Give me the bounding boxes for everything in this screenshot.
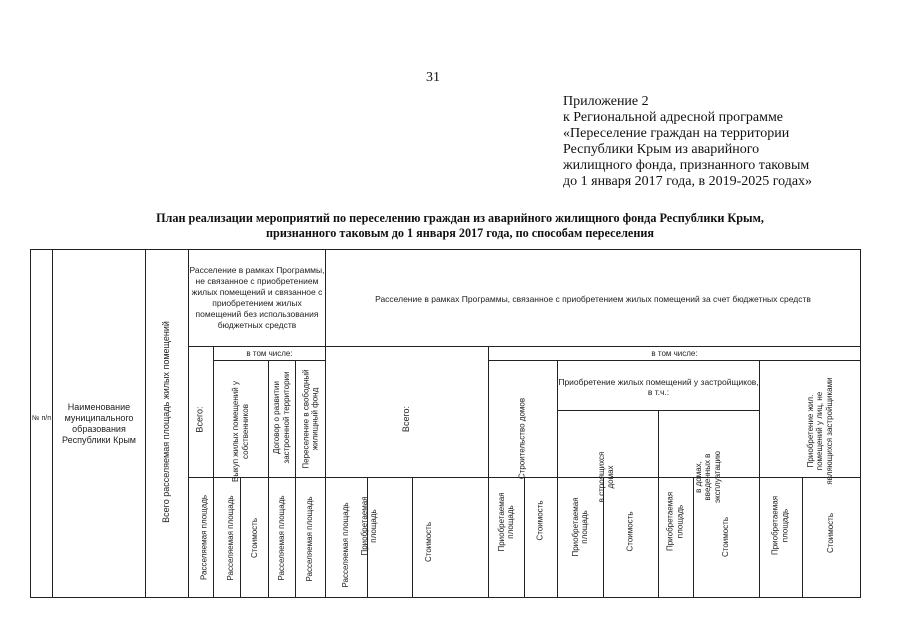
appendix-line: к Региональной адресной программе xyxy=(563,110,784,125)
grid-line xyxy=(52,249,53,598)
appendix-line: жилищного фонда, признанного таковым xyxy=(563,158,810,173)
b-under-construction-header: в строящихся домах xyxy=(596,451,615,503)
plan-title-line: План реализации мероприятий по переселению граждан из аварийного жилищного фонда Республики Крым, xyxy=(156,211,764,225)
cost-header: Стоимость xyxy=(250,517,260,559)
area-header: Расселяемая площадь xyxy=(341,502,351,588)
group-a-subheader: в том числе: xyxy=(246,348,293,358)
page-number: 31 xyxy=(426,70,440,85)
plan-title-line: признанного таковым до 1 января 2017 года, по способам переселения xyxy=(266,226,654,240)
grid-line xyxy=(145,249,146,598)
grid-line xyxy=(213,360,325,361)
appendix-line: Приложение 2 xyxy=(563,94,649,109)
cost-header: Стоимость xyxy=(424,521,434,563)
b-total-cell xyxy=(326,389,488,449)
table-border xyxy=(860,249,861,598)
a-buyout-header: Выкуп жилых помещений у собственников xyxy=(231,381,250,482)
col-number-header: № п/п xyxy=(32,415,51,422)
a-dev-contract-header: Договор о развитии застроенной территории xyxy=(272,371,291,464)
group-b-header: Расселение в рамках Программы, связанное с приобретением жилых помещений за счет бюджетных средств xyxy=(375,294,811,304)
cost-header: Стоимость xyxy=(535,500,545,541)
col-total-area-header: Всего расселяемая площадь жилых помещений xyxy=(161,321,172,523)
table-border xyxy=(30,597,861,598)
grid-line xyxy=(759,360,760,598)
group-a-header: Расселение в рамках Программы, не связанное с приобретением жилых помещений и связанное с приобретением жилых помещений без использования бюджетных средств xyxy=(189,265,325,330)
area-header: Расселяемая площадь xyxy=(226,495,236,581)
cost-header: Стоимость xyxy=(625,511,635,552)
grid-line xyxy=(488,360,861,361)
appendix-header xyxy=(563,94,893,190)
b-construction-header: Строительство домов xyxy=(517,397,527,480)
a-free-stock-header: Переселение в свободный жилищный фонд xyxy=(301,369,320,469)
appendix-line: Республики Крым из аварийного xyxy=(563,142,760,157)
cost-header: Стоимость xyxy=(721,516,731,558)
acquired-area-header: Приобретаемая площадь xyxy=(496,492,515,552)
col-name-header: Наименование муниципального образования Республики Крым xyxy=(62,402,136,445)
plan-table xyxy=(30,249,861,598)
acquired-area-header: Приобретаемая площадь xyxy=(570,497,589,557)
group-b-subheader: в том числе: xyxy=(651,348,698,358)
a-total-header: Всего: xyxy=(194,406,205,433)
appendix-line: до 1 января 2017 года, в 2019-2025 годах» xyxy=(563,174,813,189)
area-header: Расселяемая площадь xyxy=(199,494,209,581)
acquired-area-header: Приобретаемая площадь xyxy=(359,496,378,556)
acquired-area-header: Приобретаемая площадь xyxy=(770,495,789,556)
acquired-area-header: Приобретаемая площадь xyxy=(665,491,684,552)
area-header: Расселяемая площадь xyxy=(277,495,287,581)
area-header: Расселяемая площадь xyxy=(305,496,315,582)
plan-title xyxy=(60,211,860,241)
b-non-developers-header: Приобретение жил. помещений у лиц, не являющихся застройщиками xyxy=(805,377,834,485)
b-total-header: Всего: xyxy=(401,405,412,433)
b-commissioned-header: в домах, введенных в эксплуатацию xyxy=(693,451,722,503)
appendix-line: «Переселение граждан на территории xyxy=(563,126,790,141)
cost-header: Стоимость xyxy=(826,512,836,554)
b-developers-header: Приобретение жилых помещений у застройщиков, в т.ч.: xyxy=(558,377,759,397)
